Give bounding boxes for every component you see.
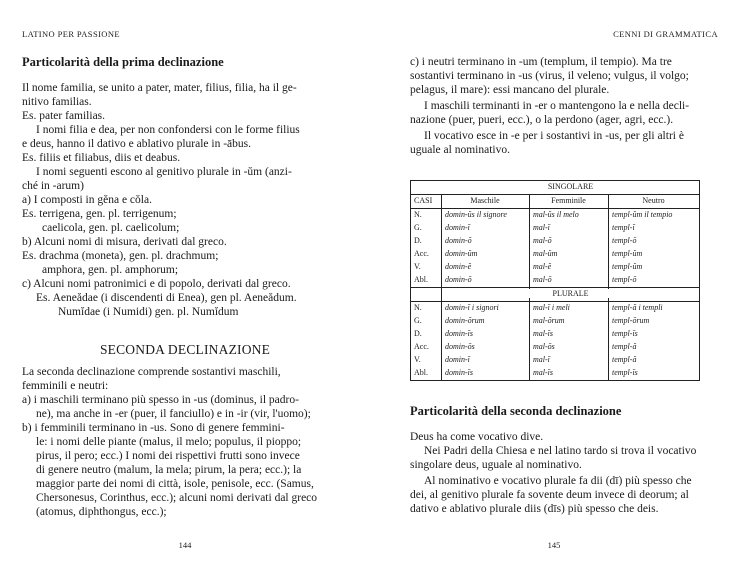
text-line: e deus, hanno il dativo e ablativo plurale in -ābus. (22, 138, 251, 150)
text-line: sostantivi terminano in -us (virus, il veleno; vulgus, il volgo; (410, 70, 689, 82)
text-line: La seconda declinazione comprende sostantivi maschili, (22, 366, 281, 378)
masc-form: domin-ō (445, 236, 472, 245)
text-line: femminili e neutri: (22, 380, 109, 392)
masc-form: domin-īs (445, 368, 473, 377)
page-number-left: 144 (178, 540, 192, 550)
case-label: Abl. (414, 368, 428, 377)
text-line: a) I composti in gĕna e cŏla. (22, 194, 152, 206)
text-line: Numĭdae (i Numidi) gen. pl. Numĭdum (58, 306, 239, 318)
table-row (411, 261, 699, 274)
text-line: amphora, gen. pl. amphorum; (42, 264, 179, 276)
table-row (411, 367, 699, 380)
neut-form: templ-ă i templi (612, 303, 663, 312)
masc-form: domin-ōs (445, 342, 475, 351)
case-label: D. (414, 236, 422, 245)
text-line: b) i femminili terminano in -us. Sono di genere femmini- (22, 422, 285, 434)
neut-form: templ-īs (612, 368, 638, 377)
text-line: c) Alcuni nomi patronimici e di popolo, derivati dal greco. (22, 278, 291, 290)
table-row (411, 235, 699, 248)
text-line: Es. Aeneădae (i discendenti di Enea), gen pl. Aeneădum. (36, 292, 297, 304)
case-label: Acc. (414, 342, 429, 351)
col-casi: CASI (414, 196, 433, 205)
fem-form: mal-ŭm (533, 249, 558, 258)
case-label: V. (414, 262, 421, 271)
masc-form: domin-ī (445, 355, 470, 364)
table-row (411, 315, 699, 328)
text-line: Es. filiis et filiabus, diis et deabus. (22, 152, 181, 164)
fem-form: mal-ī (533, 355, 550, 364)
neut-form: templ-ŭm il tempio (612, 210, 673, 219)
neut-form: templ-ŭm (612, 249, 643, 258)
text-line: nazione (puer, pueri, ecc.), o la perdono (ager, agri, ecc.). (410, 114, 674, 126)
text-line: pelagus, il mare): essi mancano del plurale. (410, 84, 610, 96)
table-row (411, 248, 699, 261)
text-line: Il vocativo esce in -e per i sostantivi in -us, per gli altri è (424, 130, 684, 142)
masc-form: domin-īs (445, 329, 473, 338)
singular-label: SINGOLARE (442, 182, 699, 191)
text-line: ne), ma anche in -er (puer, il fanciullo) e in -ir (vir, l'uomo); (36, 408, 311, 420)
case-label: Abl. (414, 275, 428, 284)
text-line: caelicola, gen. pl. caelicolum; (42, 222, 180, 234)
table-row (411, 208, 699, 222)
text-line: le: i nomi delle piante (malus, il melo; populus, il pioppo; (36, 436, 302, 448)
fem-form: mal-ī (533, 223, 550, 232)
plural-label: PLURALE (442, 289, 699, 298)
text-line: I nomi seguenti escono al genitivo plurale in -ŭm (anzi- (36, 166, 292, 178)
case-label: G. (414, 223, 422, 232)
table-row (411, 301, 699, 315)
neut-form: templ-ī (612, 223, 635, 232)
heading-first-declension: Particolarità della prima declinazione (22, 55, 224, 69)
running-head-left: LATINO PER PASSIONE (22, 29, 120, 39)
text-line: dativo e ablativo plurale diis (dīs) più spesso che deis. (410, 503, 659, 515)
fem-form: mal-ō (533, 236, 552, 245)
masc-form: domin-ī (445, 223, 470, 232)
heading-second-declension-particulars: Particolarità della seconda declinazione (410, 404, 622, 418)
neut-form: templ-ōrum (612, 316, 650, 325)
text-line: (atomus, diphthongus, ecc.); (36, 506, 167, 518)
text-line: Deus ha come vocativo dive. (410, 431, 544, 443)
text-line: Il nome familia, se unito a pater, mater, filius, filia, ha il ge- (22, 82, 297, 94)
masc-form: domin-ĕ (445, 262, 472, 271)
case-label: G. (414, 316, 422, 325)
fem-form: mal-īs (533, 368, 553, 377)
text-line: nitivo familias. (22, 96, 92, 108)
masc-form: domin-ī i signori (445, 303, 499, 312)
text-line: Chersonesus, Corinthus, ecc.); alcuni nomi derivati dal greco (36, 492, 318, 504)
text-line: I maschili terminanti in -er o mantengono la e nella decli- (424, 100, 690, 112)
fem-form: mal-ĕ (533, 262, 552, 271)
text-line: maggior parte dei nomi di città, isole, penisole, ecc. (Samus, (36, 478, 314, 490)
case-label: D. (414, 329, 422, 338)
text-line: I nomi filia e dea, per non confondersi con le forme filius (36, 124, 300, 136)
table-row (411, 341, 699, 354)
text-line: c) i neutri terminano in -um (templum, il tempio). Ma tre (410, 56, 672, 68)
table-row (411, 274, 699, 287)
fem-form: mal-ī i meli (533, 303, 570, 312)
col-maschile: Maschile (470, 196, 500, 205)
fem-form: mal-ōrum (533, 316, 565, 325)
columns-row (411, 194, 699, 208)
fem-form: mal-īs (533, 329, 553, 338)
fem-form: mal-ō (533, 275, 552, 284)
text-line: pirus, il pero; ecc.) I nomi dei rispettivi frutti sono invece (36, 450, 300, 462)
masc-form: domin-ōrum (445, 316, 485, 325)
neut-form: templ-ō (612, 275, 637, 284)
text-line: dei, al genitivo plurale fa sovente deum invece di deorum; al (410, 489, 689, 501)
col-femminile: Femminile (551, 196, 586, 205)
singular-header-row (411, 181, 699, 194)
neut-form: templ-ŭm (612, 262, 643, 271)
neut-form: templ-īs (612, 329, 638, 338)
fem-form: mal-ŭs il melo (533, 210, 579, 219)
col-neutro: Neutro (642, 196, 665, 205)
fem-form: mal-ōs (533, 342, 555, 351)
table-row (411, 222, 699, 235)
case-label: Acc. (414, 249, 429, 258)
text-line: Nei Padri della Chiesa e nel latino tardo si trova il vocativo (424, 445, 697, 457)
table-row (411, 328, 699, 341)
right-page (370, 0, 740, 574)
neut-form: templ-ă (612, 355, 637, 364)
text-line: Al nominativo e vocativo plurale fa dii (dī) più spesso che (424, 475, 692, 487)
text-line: Es. drachma (moneta), gen. pl. drachmum; (22, 250, 219, 262)
text-line: b) Alcuni nomi di misura, derivati dal greco. (22, 236, 227, 248)
text-line: uguale al nominativo. (410, 144, 510, 156)
text-line: Es. terrigena, gen. pl. terrigenum; (22, 208, 177, 220)
masc-form: domin-ō (445, 275, 472, 284)
masc-form: domin-ŭs il signore (445, 210, 507, 219)
masc-form: domin-ŭm (445, 249, 478, 258)
text-line: Es. pater familias. (22, 110, 106, 122)
heading-second-declension: SECONDA DECLINAZIONE (99, 342, 271, 357)
running-head-right: CENNI DI GRAMMATICA (613, 29, 718, 39)
case-label: N. (414, 210, 422, 219)
text-line: a) i maschili terminano più spesso in -us (dominus, il padro- (22, 394, 299, 406)
page-number-right: 145 (547, 540, 561, 550)
case-label: V. (414, 355, 421, 364)
neut-form: templ-ō (612, 236, 637, 245)
declension-table (410, 180, 700, 381)
neut-form: templ-ă (612, 342, 637, 351)
text-line: singolare deus, uguale al nominativo. (410, 459, 582, 471)
text-line: di genere neutro (malum, la mela; pirum, la pera; ecc.); la (36, 464, 302, 476)
text-line: ché in -arum) (22, 180, 84, 192)
table-row (411, 354, 699, 367)
plural-header-row (411, 287, 699, 301)
case-label: N. (414, 303, 422, 312)
